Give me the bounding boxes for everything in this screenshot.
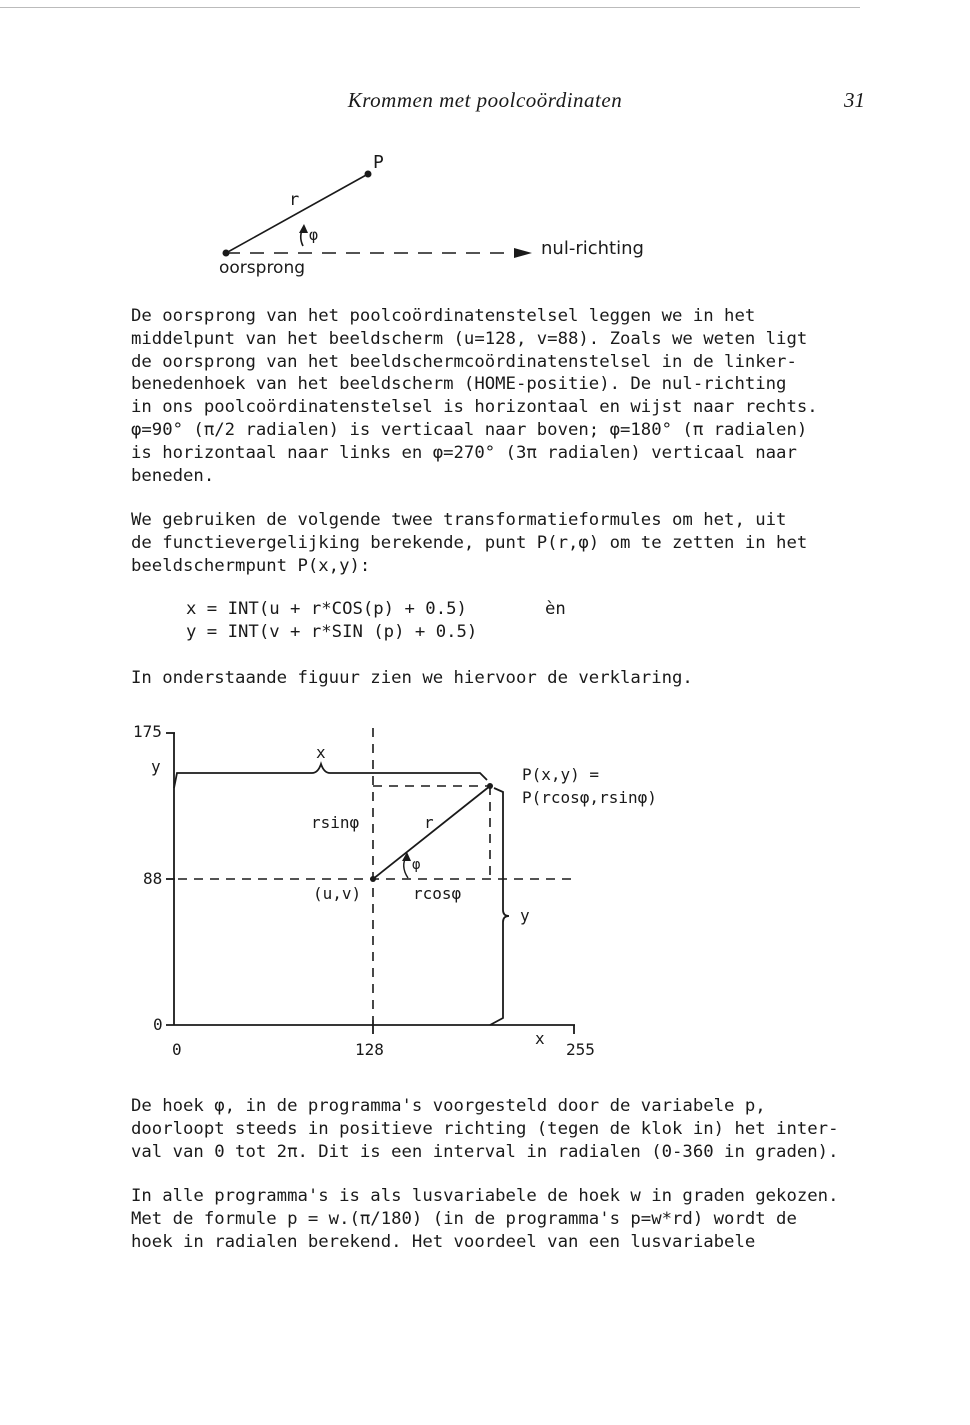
paragraph-angle <box>131 1095 866 1163</box>
text-line: de oorsprong van het beeldschermcoördinatenstelsel in de linker- <box>131 351 797 372</box>
angle-arrow-icon <box>402 852 411 861</box>
text-line: val van 0 tot 2π. Dit is een interval in radialen (0-360 in graden). <box>131 1141 839 1162</box>
point-p-dot <box>487 783 493 789</box>
text-line: De hoek φ, in de programma's voorgesteld door de variabele p, <box>131 1096 766 1116</box>
formula-y: y = INT(v + r*SIN (p) + 0.5) <box>186 622 478 642</box>
paragraph-loop-variable <box>131 1185 866 1253</box>
y-tick-label-175: 175 <box>133 722 162 741</box>
formula-x: x = INT(u + r*COS(p) + 0.5) <box>186 599 467 619</box>
rcos-label: rcosφ <box>413 884 462 903</box>
brace-y-left-label: y <box>151 757 161 776</box>
text-line: We gebruiken de volgende twee transformatieformules om het, uit <box>131 510 787 530</box>
x-brace <box>174 764 487 788</box>
text-line: De oorsprong van het poolcoördinatenstelsel leggen we in het <box>131 306 756 326</box>
rsin-label: rsinφ <box>311 813 360 832</box>
text-line: In onderstaande figuur zien we hiervoor de verklaring. <box>131 668 693 688</box>
page-header-title: Krommen met poolcoördinaten <box>347 88 623 112</box>
origin-uv-label: (u,v) <box>313 884 362 903</box>
text-line: beeldschermpunt P(x,y): <box>131 555 371 576</box>
point-label-line1: P(x,y) = <box>522 765 600 784</box>
text-line: hoek in radialen berekend. Het voordeel van een lusvariabele <box>131 1231 756 1252</box>
text-line: beneden. <box>131 465 215 486</box>
y-brace <box>490 788 509 1025</box>
x-tick-label-128: 128 <box>355 1040 384 1059</box>
text-line: In alle programma's is als lusvariabele de hoek w in graden gekozen. <box>131 1186 839 1206</box>
text-line: φ=90° (π/2 radialen) is verticaal naar boven; φ=180° (π radialen) <box>131 419 808 440</box>
radius-line <box>373 786 490 879</box>
text-line: in ons poolcoördinatenstelsel is horizontaal en wijst naar rechts. <box>131 397 818 418</box>
text-line: is horizontaal naar links en φ=270° (3π radialen) verticaal naar <box>131 442 797 463</box>
origin-label: oorsprong <box>219 258 306 278</box>
text-line: de functievergelijking berekende, punt P(r,φ) om te zetten in het <box>131 532 808 553</box>
radius-label: r <box>289 190 300 210</box>
phi-label: φ <box>412 857 421 873</box>
angle-label: φ <box>309 226 319 244</box>
x-tick-label-0: 0 <box>172 1040 182 1059</box>
page-number: 31 <box>844 88 865 112</box>
brace-y-right-label: y <box>520 906 530 925</box>
text-line: benedenhoek van het beeldscherm (HOME-positie). De nul-richting <box>131 374 787 395</box>
x-tick-label-255: 255 <box>566 1040 595 1059</box>
y-tick-label-0: 0 <box>153 1015 163 1034</box>
text-line: doorloopt steeds in positieve richting (tegen de klok in) het inter- <box>131 1118 839 1139</box>
text-line: Met de formule p = w.(π/180) (in de programma's p=w*rd) wordt de <box>131 1208 797 1229</box>
x-axis-label: x <box>535 1029 545 1048</box>
brace-x-label: x <box>316 743 326 762</box>
y-tick-label-88: 88 <box>143 869 163 888</box>
r-label: r <box>424 813 434 832</box>
point-p-label: P <box>373 152 384 173</box>
zero-direction-label: nul-richting <box>541 238 644 259</box>
formula-and: èn <box>545 599 566 619</box>
origin-uv-dot <box>370 876 376 882</box>
point-label-line2: P(rcosφ,rsinφ) <box>522 788 657 807</box>
text-line: middelpunt van het beeldscherm (u=128, v=88). Zoals we weten ligt <box>131 328 808 349</box>
